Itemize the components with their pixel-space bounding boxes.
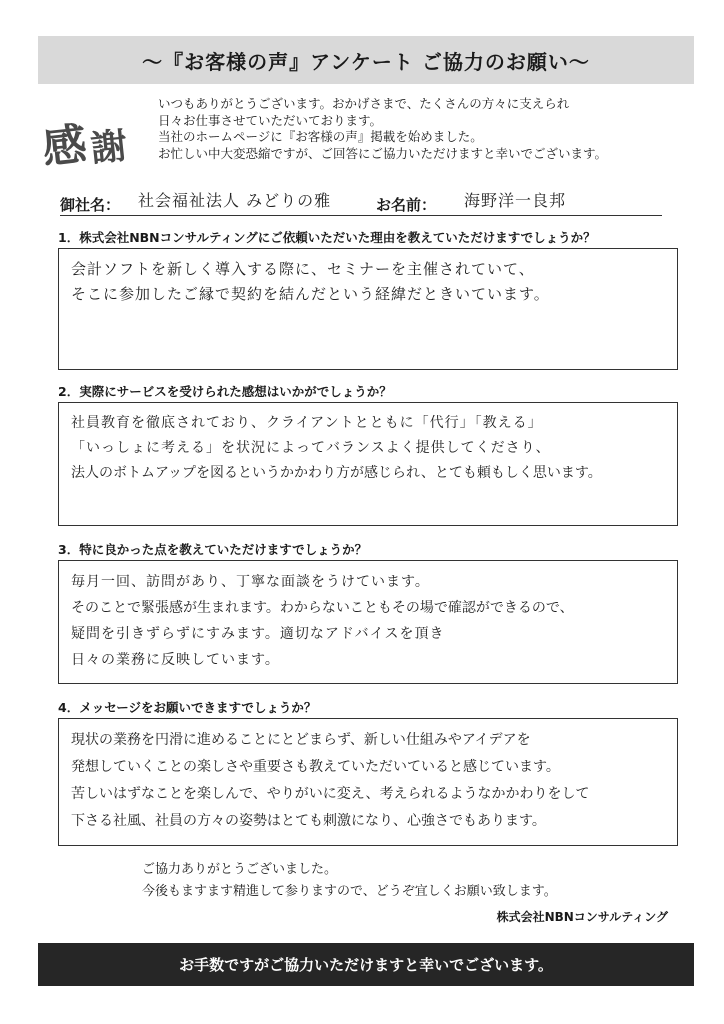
answer-line: 日々の業務に反映しています。 (71, 652, 280, 668)
intro-line: 当社のホームページに『お客様の声』掲載を始めました。 (158, 129, 483, 144)
answer-line: 毎月一回、訪問があり、丁寧な面談をうけています。 (71, 574, 430, 590)
name-label: お名前： (376, 196, 437, 214)
respondent-row (60, 186, 662, 220)
question-3-label: 3．特に良かった点を教えていただけますでしょうか？ (58, 542, 368, 557)
company-label: 御社名： (60, 196, 121, 214)
company-signature: 株式会社NBNコンサルティング (496, 910, 668, 924)
thanks-stamp-logo: 感 謝 (40, 118, 130, 175)
answer-line: 発想していくことの楽しさや重要さも教えていただいていると感じています。 (71, 759, 560, 775)
answer-line: 下さる社風、社員の方々の姿勢はとても刺激になり、心強さでもあります。 (71, 813, 546, 829)
name-underline (60, 215, 662, 216)
answer-line: 現状の業務を円滑に進めることにとどまらず、新しい仕組みやアイデアを (71, 732, 531, 748)
footer-banner: お手数ですがご協力いただけますと幸いでございます。 (38, 943, 694, 986)
answer-line: 法人のボトムアップを図るというかかわり方が感じられ、とても頼もしく思います。 (71, 465, 602, 481)
answer-line: 「いっしょに考える」を状況によってバランスよく提供してくださり、 (71, 440, 551, 456)
answer-line: そこに参加したご縁で契約を結んだという経緯だときいています。 (71, 285, 550, 303)
intro-line: お忙しい中大変恐縮ですが、ご回答にご協力いただけますと幸いでございます。 (158, 145, 608, 161)
answer-box-3 (58, 560, 678, 684)
answer-line: そのことで緊張感が生まれます。わからないこともその場で確認ができるので、 (71, 600, 574, 616)
name-value: 海野洋一良邦 (464, 191, 567, 210)
intro-line: 日々お仕事させていただいております。 (158, 112, 383, 128)
survey-title: ～『お客様の声』アンケート ご協力のお願い～ (38, 36, 694, 84)
answer-box-1 (58, 248, 678, 370)
answer-line: 社員教育を徹底されており、クライアントとともに「代行」「教える」 (71, 415, 543, 431)
answer-line: 疑問を引きずらずにすみます。適切なアドバイスを頂き (71, 626, 445, 642)
closing-thanks: ご協力ありがとうございました。 (142, 862, 338, 877)
company-value: 社会福祉法人 みどりの雅 (138, 191, 332, 210)
question-4-label: 4．メッセージをお願いできますでしょうか？ (58, 700, 317, 715)
answer-box-4 (58, 718, 678, 846)
intro-text (158, 96, 698, 162)
question-2-label: 2．実際にサービスを受けられた感想はいかがでしょうか？ (58, 384, 392, 399)
closing-message: 今後もますます精進して参りますので、どうぞ宜しくお願い致します。 (142, 884, 557, 899)
intro-line: いつもありがとうございます。おかげさまで、たくさんの方々に支えられ (158, 96, 570, 111)
answer-box-2 (58, 402, 678, 526)
answer-line: 苦しいはずなことを楽しんで、やりがいに変え、考えられるようなかかわりをして (71, 786, 590, 802)
answer-line: 会計ソフトを新しく導入する際に、セミナーを主催されていて、 (71, 260, 535, 278)
question-1-label: 1．株式会社NBNコンサルティングにご依頼いただいた理由を教えていただけますでしょうか？ (58, 230, 596, 245)
